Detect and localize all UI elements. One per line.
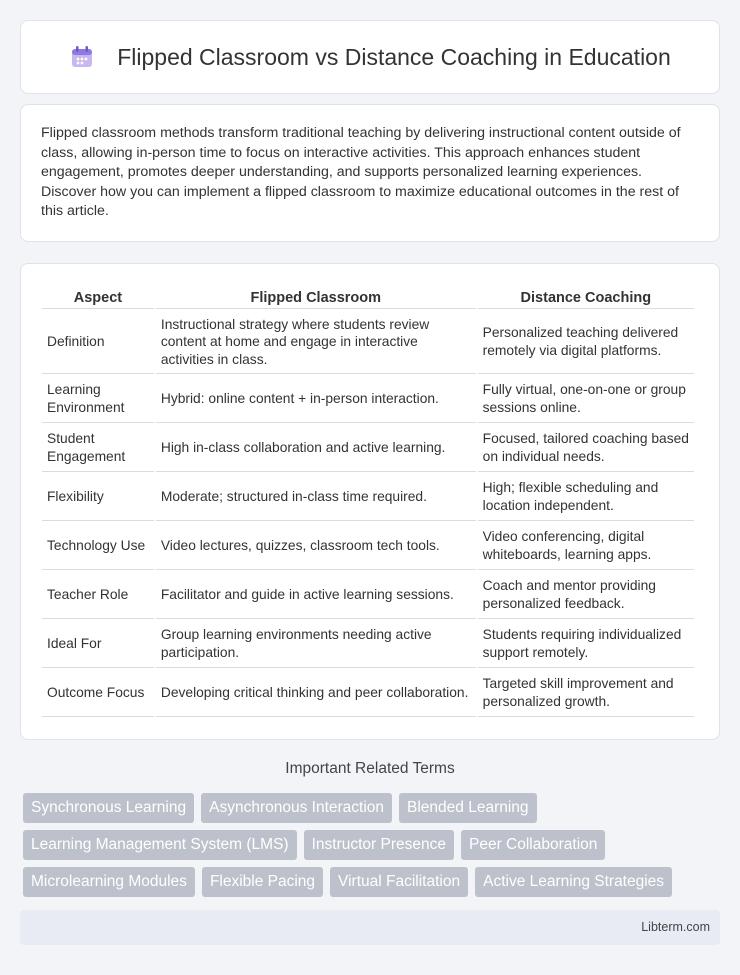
cell-distance: Personalized teaching delivered remotely via digital platforms.	[478, 311, 694, 374]
cell-aspect: Outcome Focus	[42, 670, 154, 717]
footer	[20, 910, 720, 945]
table-row	[42, 621, 694, 668]
page-title: Flipped Classroom vs Distance Coaching in Education	[117, 43, 671, 70]
tag-virtual-facilitation[interactable]: Virtual Facilitation	[330, 867, 468, 897]
table-row	[42, 311, 694, 374]
cell-aspect: Teacher Role	[42, 572, 154, 619]
tag-row	[23, 867, 723, 897]
header-card	[20, 20, 720, 94]
intro-text: Flipped classroom methods transform traditional teaching by delivering instructional content outside of class, allowing in-person time to focus on interactive activities. This approach enhances student engagement, promotes deeper understanding, and supports personalized learning experiences. Discover how you can implement a flipped classroom to maximize educational outcomes in the rest of this article.	[41, 125, 681, 219]
tag-peer-collaboration[interactable]: Peer Collaboration	[461, 830, 605, 860]
table-row	[42, 376, 694, 423]
table-row	[42, 474, 694, 521]
table-row	[42, 670, 694, 717]
table-row	[42, 425, 694, 472]
cell-flipped: Moderate; structured in-class time required.	[156, 474, 476, 521]
tag-blended-learning[interactable]: Blended Learning	[399, 793, 537, 823]
cell-aspect: Definition	[42, 311, 154, 374]
cell-aspect: Flexibility	[42, 474, 154, 521]
cell-flipped: High in-class collaboration and active learning.	[156, 425, 476, 472]
cell-distance: Coach and mentor providing personalized feedback.	[478, 572, 694, 619]
tag-row	[23, 830, 723, 860]
header-aspect: Aspect	[42, 284, 154, 309]
cell-distance: Focused, tailored coaching based on individual needs.	[478, 425, 694, 472]
cell-aspect: Learning Environment	[42, 376, 154, 423]
cell-flipped: Video lectures, quizzes, classroom tech tools.	[156, 523, 476, 570]
cell-flipped: Instructional strategy where students review content at home and engage in interactive activities in class.	[156, 311, 476, 374]
table-row	[42, 572, 694, 619]
cell-flipped: Hybrid: online content + in-person interaction.	[156, 376, 476, 423]
intro-card	[20, 104, 720, 242]
comparison-table	[40, 282, 696, 719]
cell-distance: Video conferencing, digital whiteboards, learning apps.	[478, 523, 694, 570]
cell-flipped: Group learning environments needing active participation.	[156, 621, 476, 668]
cell-aspect: Ideal For	[42, 621, 154, 668]
tag-row	[23, 793, 723, 823]
table-row	[42, 523, 694, 570]
tag-microlearning-modules[interactable]: Microlearning Modules	[23, 867, 195, 897]
related-terms-title: Important Related Terms	[285, 760, 455, 777]
cell-flipped: Developing critical thinking and peer collaboration.	[156, 670, 476, 717]
header-distance-coaching: Distance Coaching	[478, 284, 694, 309]
cell-flipped: Facilitator and guide in active learning sessions.	[156, 572, 476, 619]
cell-distance: High; flexible scheduling and location independent.	[478, 474, 694, 521]
tag-active-learning-strategies[interactable]: Active Learning Strategies	[475, 867, 672, 897]
related-terms-tags	[23, 793, 723, 904]
tag-asynchronous-interaction[interactable]: Asynchronous Interaction	[201, 793, 392, 823]
cell-aspect: Student Engagement	[42, 425, 154, 472]
footer-site-link[interactable]: Libterm.com	[641, 920, 710, 934]
header-flipped-classroom: Flipped Classroom	[156, 284, 476, 309]
cell-aspect: Technology Use	[42, 523, 154, 570]
table-header-row	[42, 284, 694, 309]
tag-lms[interactable]: Learning Management System (LMS)	[23, 830, 297, 860]
tag-synchronous-learning[interactable]: Synchronous Learning	[23, 793, 194, 823]
cell-distance: Fully virtual, one-on-one or group sessions online.	[478, 376, 694, 423]
tag-flexible-pacing[interactable]: Flexible Pacing	[202, 867, 323, 897]
cell-distance: Targeted skill improvement and personalized growth.	[478, 670, 694, 717]
comparison-table-card	[20, 263, 720, 740]
cell-distance: Students requiring individualized support remotely.	[478, 621, 694, 668]
calendar-icon	[69, 44, 95, 70]
tag-instructor-presence[interactable]: Instructor Presence	[304, 830, 454, 860]
